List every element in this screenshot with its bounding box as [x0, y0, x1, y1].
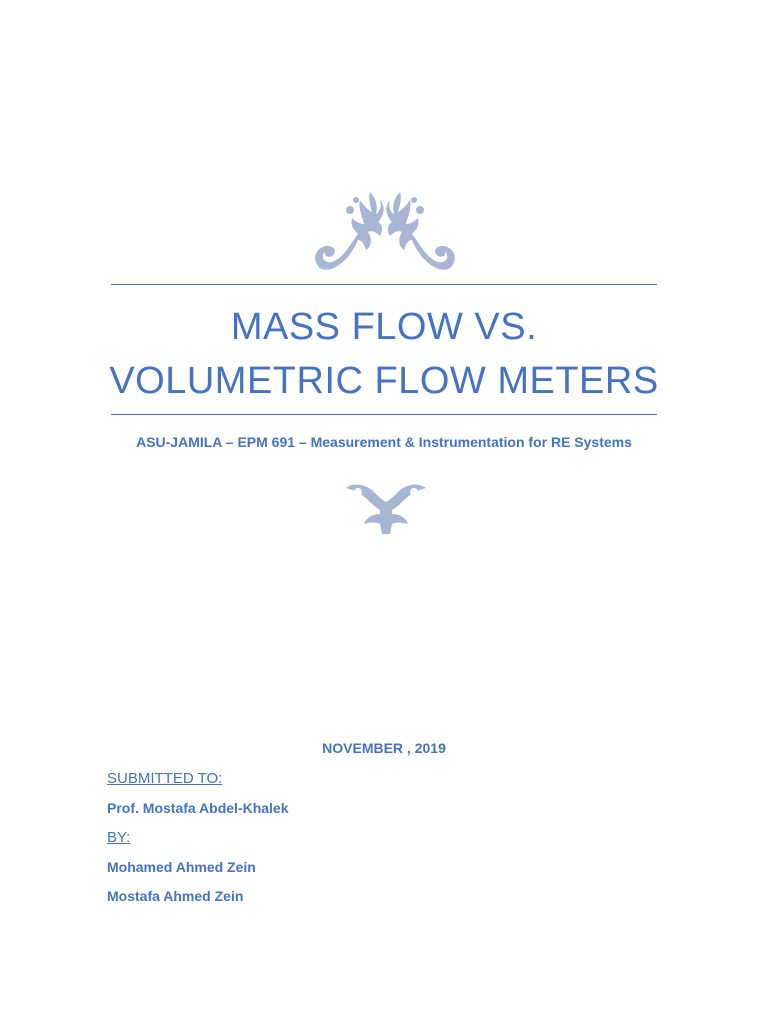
title-top-rule	[111, 284, 657, 285]
submitted-to-name: Prof. Mostafa Abdel-Khalek	[107, 800, 289, 816]
floral-divider-ornament-icon	[344, 478, 428, 536]
by-heading: BY:	[107, 829, 131, 846]
document-subtitle: ASU-JAMILA – EPM 691 – Measurement & Instrumentation for RE Systems	[136, 434, 632, 450]
title-bottom-rule	[111, 414, 657, 415]
document-title	[60, 300, 708, 408]
title-line-2: VOLUMETRIC FLOW METERS	[109, 360, 659, 402]
submitted-to-heading: SUBMITTED TO:	[107, 770, 223, 787]
submission-info	[107, 768, 607, 915]
document-date: NOVEMBER , 2019	[322, 740, 446, 756]
author-name: Mostafa Ahmed Zein	[107, 888, 244, 904]
author-name: Mohamed Ahmed Zein	[107, 859, 256, 875]
floral-scroll-ornament-icon	[310, 188, 460, 272]
title-line-1: MASS FLOW VS.	[230, 306, 538, 348]
